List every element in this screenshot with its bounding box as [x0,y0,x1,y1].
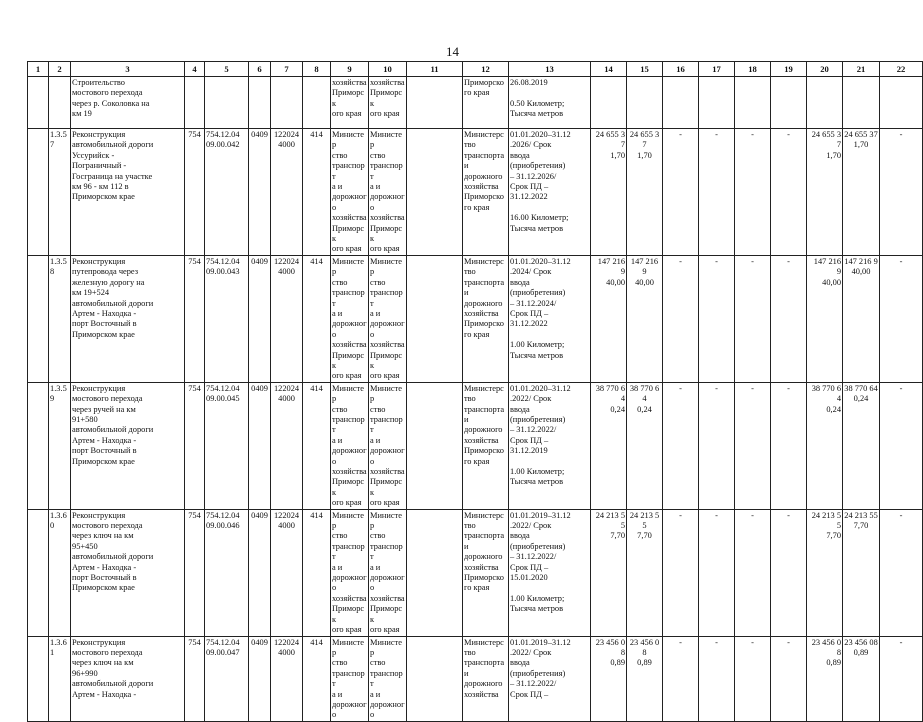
cell-c8 [303,77,331,129]
cell-c15: 23 456 08 0,89 [627,636,663,721]
cell-c4: 754 [185,129,205,256]
column-header-10: 10 [369,62,407,77]
cell-c18: - [735,129,771,256]
cell-c9: Министер ство транспорт а и дорожног о хозяйства Приморск ого края [332,383,367,508]
column-header-19: 19 [771,62,807,77]
cell-c2 [49,77,71,129]
cell-c16: - [663,129,699,256]
cell-c10: Министер ство транспорт а и дорожног о хозяйства Приморск ого края [370,256,405,381]
cell-c21: 147 216 9 40,00 [843,255,880,382]
cell-c12: Министерс тво транспорта и дорожного хозяйства [463,636,509,721]
cell-c6: 0409 [249,255,271,382]
cell-c8: 414 [303,382,331,509]
cell-c10: Министер ство транспорт а и дорожног о [370,637,405,720]
cell-c14: 38 770 64 0,24 [591,382,627,509]
cell-c9: хозяйства Приморск ого края [331,77,369,129]
column-header-21: 21 [843,62,880,77]
cell-c9: Министер ство транспорт а и дорожног о хозяйства Приморск ого края [332,510,367,635]
table-row [28,636,923,721]
cell-c14: 147 216 9 40,00 [591,255,627,382]
cell-c14: 24 213 55 7,70 [591,509,627,636]
investment-table [27,61,923,722]
cell-c5: 754.12.04 09.00.045 [205,382,249,509]
cell-c6: 0409 [249,636,271,721]
cell-c13: 01.01.2019–31.12 .2022/ Срок ввода (приобретения) – 31.12.2022/ Срок ПД – 15.01.2020 1.00 Километр; Тысяча метров [509,509,591,636]
cell-c11 [407,255,463,382]
column-header-7: 7 [271,62,303,77]
cell-c15: 147 216 9 40,00 [627,255,663,382]
cell-c3: Реконструкция мостового перехода через ключ на км 96+990 автомобильной дороги Артем - Находка - [71,636,185,721]
cell-c11 [407,509,463,636]
cell-c4: 754 [185,255,205,382]
cell-c5: 754.12.04 09.00.043 [205,255,249,382]
cell-c6: 0409 [249,509,271,636]
cell-c9: Министер ство транспорт а и дорожног о хозяйства Приморск ого края [332,256,367,381]
cell-c13: 01.01.2020–31.12 .2026/ Срок ввода (приобретения) – 31.12.2026/ Срок ПД – 31.12.2022 16.00 Километр; Тысяча метров [509,129,591,256]
cell-c20: 23 456 08 0,89 [807,636,843,721]
cell-c20: 24 655 37 1,70 [807,129,843,256]
cell-c8: 414 [303,255,331,382]
cell-c18: - [735,636,771,721]
cell-c7: 122024 4000 [271,509,303,636]
cell-c10: Министер ство транспорт а и дорожног о хозяйства Приморск ого края [370,383,405,508]
cell-c10: Министер ство транспорт а и дорожног о хозяйства Приморск ого края [370,510,405,635]
cell-c3: Строительство мостового перехода через р. Соколовка на км 19 [71,77,185,129]
column-header-13: 13 [509,62,591,77]
cell-c18: - [735,509,771,636]
cell-c16: - [663,509,699,636]
cell-c17 [699,77,735,129]
cell-c4: 754 [185,382,205,509]
cell-c1 [28,255,49,382]
column-header-4: 4 [185,62,205,77]
cell-c21 [843,77,880,129]
cell-c5: 754.12.04 09.00.042 [205,129,249,256]
cell-c18 [735,77,771,129]
cell-c7: 122024 4000 [271,382,303,509]
cell-c16: - [663,382,699,509]
cell-c3: Реконструкция автомобильной дороги Уссурийск - Пограничный - Госграница на участке км 96 - км 112 в Приморском крае [71,129,185,256]
table-row [28,382,923,509]
cell-c3: Реконструкция мостового перехода через ключ на км 95+450 автомобильной дороги Артем - Находка - порт Восточный в Приморском крае [71,509,185,636]
cell-c17: - [699,129,735,256]
cell-c19: - [771,382,807,509]
column-header-22: 22 [880,62,923,77]
cell-c10: Министер ство транспорт а и дорожног о хозяйства Приморск ого края [370,130,405,254]
cell-c15: 24 655 37 1,70 [627,129,663,256]
cell-c6: 0409 [249,129,271,256]
column-header-8: 8 [303,62,331,77]
cell-c8: 414 [303,129,331,256]
cell-c4: 754 [185,509,205,636]
cell-c4: 754 [185,636,205,721]
cell-c22: - [880,636,923,721]
cell-c1 [28,636,49,721]
column-header-18: 18 [735,62,771,77]
column-header-6: 6 [249,62,271,77]
cell-c19: - [771,255,807,382]
cell-c1 [28,382,49,509]
cell-c5: 754.12.04 09.00.047 [205,636,249,721]
cell-c7: 122024 4000 [271,255,303,382]
cell-c13: 01.01.2020–31.12 .2022/ Срок ввода (приобретения) – 31.12.2022/ Срок ПД – 31.12.2019 1.00 Километр; Тысяча метров [509,382,591,509]
cell-c12: Приморско го края [463,77,509,129]
continuation-row [28,77,923,129]
cell-c18: - [735,255,771,382]
column-header-17: 17 [699,62,735,77]
column-header-3: 3 [71,62,185,77]
cell-c19: - [771,129,807,256]
column-header-1: 1 [28,62,49,77]
cell-c22: - [880,255,923,382]
cell-c22 [880,77,923,129]
cell-c5: 754.12.04 09.00.046 [205,509,249,636]
cell-c15 [627,77,663,129]
cell-c21: 38 770 64 0,24 [843,382,880,509]
cell-c9: Министер ство транспорт а и дорожног о хозяйства Приморск ого края [332,130,367,254]
header-row [28,62,923,77]
cell-c11 [407,77,463,129]
column-header-5: 5 [205,62,249,77]
cell-c16 [663,77,699,129]
cell-c8: 414 [303,636,331,721]
cell-c16: - [663,636,699,721]
cell-c13: 26.08.2019 0.50 Километр; Тысяча метров [509,77,591,129]
cell-c11 [407,636,463,721]
column-header-15: 15 [627,62,663,77]
cell-c2: 1.3.57 [49,129,71,256]
cell-c20: 38 770 64 0,24 [807,382,843,509]
cell-c12: Министерс тво транспорта и дорожного хозяйства Приморско го края [463,509,509,636]
cell-c12: Министерс тво транспорта и дорожного хозяйства Приморско го края [463,382,509,509]
cell-c2: 1.3.60 [49,509,71,636]
table-row [28,509,923,636]
cell-c2: 1.3.61 [49,636,71,721]
cell-c17: - [699,382,735,509]
cell-c15: 24 213 55 7,70 [627,509,663,636]
column-header-12: 12 [463,62,509,77]
cell-c7: 122024 4000 [271,636,303,721]
cell-c1 [28,77,49,129]
cell-c7 [271,77,303,129]
column-header-20: 20 [807,62,843,77]
cell-c21: 23 456 08 0,89 [843,636,880,721]
cell-c13: 01.01.2019–31.12 .2022/ Срок ввода (приобретения) – 31.12.2022/ Срок ПД – [509,636,591,721]
cell-c14: 24 655 37 1,70 [591,129,627,256]
table-row [28,129,923,256]
column-header-9: 9 [331,62,369,77]
cell-c13: 01.01.2020–31.12 .2024/ Срок ввода (приобретения) – 31.12.2024/ Срок ПД – 31.12.2022 1.00 Километр; Тысяча метров [509,255,591,382]
cell-c20 [807,77,843,129]
cell-c17: - [699,255,735,382]
cell-c19: - [771,509,807,636]
page-number: 14 [446,44,459,59]
cell-c9: Министер ство транспорт а и дорожног о [332,637,367,720]
cell-c20: 147 216 9 40,00 [807,255,843,382]
cell-c5 [205,77,249,129]
cell-c22: - [880,129,923,256]
cell-c12: Министерс тво транспорта и дорожного хозяйства Приморско го края [463,255,509,382]
cell-c7: 122024 4000 [271,129,303,256]
cell-c21: 24 655 37 1,70 [843,129,880,256]
cell-c17: - [699,509,735,636]
cell-c11 [407,382,463,509]
cell-c14 [591,77,627,129]
cell-c2: 1.3.58 [49,255,71,382]
table-row [28,255,923,382]
cell-c1 [28,509,49,636]
cell-c1 [28,129,49,256]
cell-c15: 38 770 64 0,24 [627,382,663,509]
cell-c4 [185,77,205,129]
column-header-14: 14 [591,62,627,77]
column-header-11: 11 [407,62,463,77]
cell-c14: 23 456 08 0,89 [591,636,627,721]
cell-c16: - [663,255,699,382]
cell-c6: 0409 [249,382,271,509]
cell-c8: 414 [303,509,331,636]
cell-c3: Реконструкция путепровода через железную дорогу на км 19+524 автомобильной дороги Артем - Находка - порт Восточный в Приморском крае [71,255,185,382]
cell-c2: 1.3.59 [49,382,71,509]
cell-c6 [249,77,271,129]
cell-c19: - [771,636,807,721]
cell-c10: хозяйства Приморск ого края [369,77,407,129]
cell-c22: - [880,509,923,636]
cell-c21: 24 213 55 7,70 [843,509,880,636]
cell-c20: 24 213 55 7,70 [807,509,843,636]
cell-c19 [771,77,807,129]
cell-c22: - [880,382,923,509]
cell-c3: Реконструкция мостового перехода через ручей на км 91+580 автомобильной дороги Артем - Находка - порт Восточный в Приморском крае [71,382,185,509]
cell-c11 [407,129,463,256]
column-header-16: 16 [663,62,699,77]
cell-c18: - [735,382,771,509]
cell-c17: - [699,636,735,721]
cell-c12: Министерс тво транспорта и дорожного хозяйства Приморско го края [463,129,509,256]
column-header-2: 2 [49,62,71,77]
